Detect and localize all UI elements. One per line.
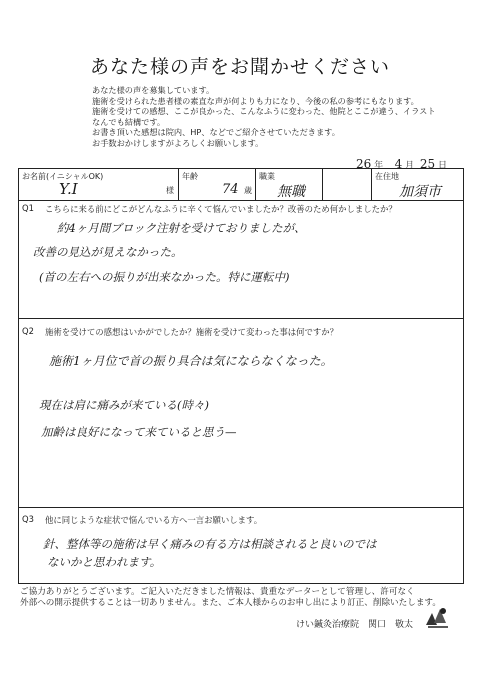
survey-form	[18, 168, 464, 584]
q2-answer-line: 加齢は良好になって来ていると思う—	[41, 425, 237, 439]
divider	[322, 169, 323, 200]
job-label: 職業	[259, 172, 275, 181]
q1-answer-line: 約4ヶ月間ブロック注射を受けておりましたが、	[57, 221, 306, 235]
q3-question: 他に同じような症状で悩んでいる方へ一言お願いします。	[45, 515, 263, 525]
divider	[255, 169, 256, 200]
age-value: 74	[222, 182, 239, 197]
q3-label: Q3	[22, 514, 34, 524]
q2-answer-line: 施術1ヶ月位で首の振り具合は気にならなくなった。	[49, 354, 333, 368]
age-unit: 歳	[244, 186, 252, 195]
name-value: Y.I	[59, 180, 78, 198]
date-year: 26	[356, 157, 372, 171]
divider	[178, 169, 179, 200]
intro-line: あなた様の声を募集しています。	[92, 85, 215, 95]
job-value: 無職	[277, 184, 305, 200]
intro-line: お書き頂いた感想は院内、HP、などでご紹介させていただきます。	[92, 127, 340, 138]
footer-line: ご協力ありがとうございます。ご記入いただきました情報は、貴重なデーターとして管理し、許可なく	[20, 587, 415, 597]
kei-logo-icon	[424, 603, 450, 629]
name-label: お名前(イニシャルOK)	[22, 172, 104, 181]
intro-line: なんでも結構です。	[92, 116, 166, 127]
date-month-label: 月	[405, 161, 415, 171]
q1-answer-line: 改善の見込が見えなかった。	[33, 245, 183, 259]
q1-label: Q1	[22, 203, 34, 213]
date-day-label: 日	[438, 161, 448, 171]
date-day: 25	[419, 157, 436, 171]
intro-text	[92, 85, 462, 149]
q2-label: Q2	[22, 326, 34, 336]
divider	[371, 169, 372, 200]
page-title: あなた様の声をお聞かせください	[89, 56, 390, 78]
intro-line: 施術を受けての感想、ここが良かった、こんなふうに変わった、他院とここが違う、イラスト	[92, 106, 436, 117]
q3-answer-line: 針、整体等の施術は早く痛みの有る方は相談されると良いのでは	[43, 537, 377, 551]
q2-question: 施術を受けての感想はいかがでしたか？施術を受けて変わった事は何ですか？	[45, 327, 339, 337]
q2-answer-line: 現在は肩に痛みが来ている(時々)	[39, 398, 209, 412]
age-label: 年齢	[182, 172, 198, 181]
divider	[19, 507, 463, 508]
clinic-name: けい鍼灸治療院 関口 敬太	[296, 620, 414, 630]
address-label: 在住地	[375, 172, 399, 181]
date-month: 4	[394, 157, 403, 171]
address-value: 加須市	[399, 184, 441, 200]
divider	[19, 200, 463, 201]
divider	[19, 318, 463, 319]
intro-line: お手数おかけしますがよろしくお願いします。	[92, 137, 264, 148]
q1-question: こちらに来る前にどこがどんなふうに辛くて悩んでいましたか？改善のため何かしましたか？	[45, 204, 397, 214]
q3-answer-line: ないかと思われます。	[47, 555, 162, 569]
clinic-logo	[424, 603, 450, 629]
date-year-label: 年	[374, 161, 384, 171]
sama-label: 様	[166, 186, 174, 195]
footer-line: 外部への開示提供することは一切ありません。また、ご本人様からのお申し出により訂正、削除いたします。	[20, 598, 441, 608]
intro-line: 施術を受けられた患者様の素直な声が何よりも力になり、今後の私の参考にもなります。	[92, 95, 419, 106]
footer-notice	[20, 587, 441, 609]
q1-answer-line: (首の左右への振りが出来なかった。特に運転中)	[39, 270, 290, 284]
